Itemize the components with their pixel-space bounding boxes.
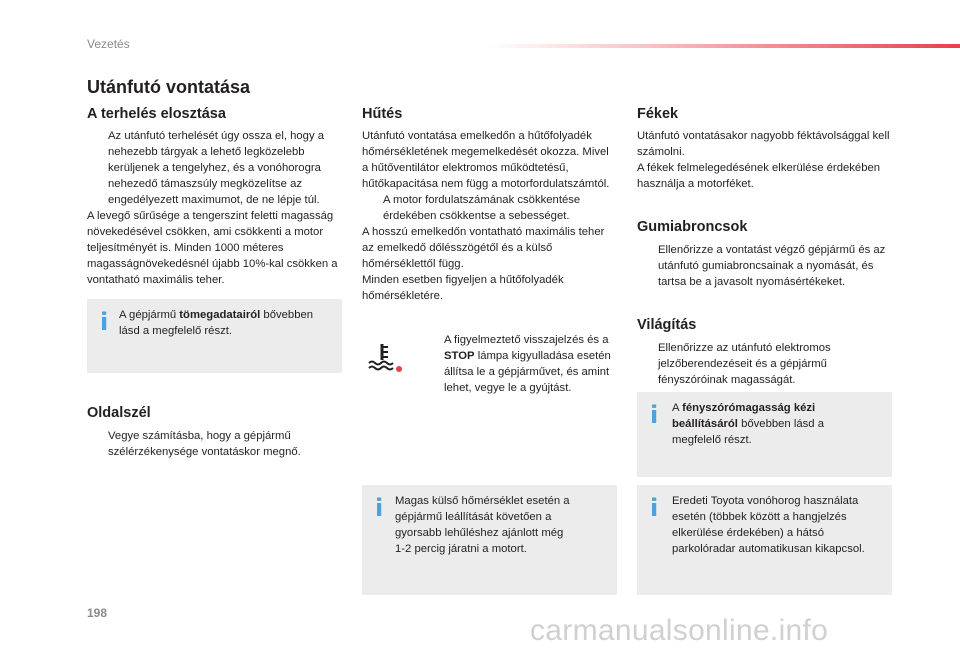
heading-cooling: Hűtés [362,106,403,122]
coolant-temperature-warning-icon [368,340,404,374]
engine-brake-paragraph: A fékek felmelegedésének elkerülése érdekében használja a motorféket. [637,162,881,190]
monitor-paragraph: Minden esetben figyeljen a hűtőfolyadék hőmérsékletére. [362,274,564,302]
heading-tyres: Gumiabroncsok [637,219,748,235]
col3-brakes-block [637,128,892,192]
col3-tyres-block [637,242,892,290]
info-text: Eredeti Toyota vonóhorog használata esetén (többek között a hangjelzés elkerülése érdekében) a hátsó parkolóradar automatikusan kikapcsol. [672,495,865,555]
section-label: Vezetés [87,37,130,51]
page-title: Utánfutó vontatása [87,77,251,97]
altitude-paragraph: A levegő sűrűsége a tengerszint feletti magasság növekedésével csökken, ami csökkenti a motor teljesítményét is. Minden 1000 méteres magasságnövekedésnél újabb 10%-kal csökken a vontatható maximális teher. [87,210,338,286]
bullet-item: Vegye számításba, hogy a gépjármű szélérzékenysége vontatáskor megnő. [108,430,301,458]
info-icon: i [100,308,109,336]
col2-text-block [362,128,617,304]
col1-text-block [87,128,342,288]
braking-distance-paragraph: Utánfutó vontatásakor nagyobb féktávolsággal kell számolni. [637,130,890,158]
bullet-item: Az utánfutó terhelését úgy ossza el, hogy a nehezebb tárgyak a lehető legközelebb kerüljenek a tengelyhez, és a vonóhorogra nehezedő támaszsúly megközelítse az engedélyezett maximumot, de ne lépje túl. [108,130,325,206]
info-box-headlamp [637,392,892,477]
info-icon: i [650,401,659,429]
page-number: 198 [87,606,108,620]
gradient-paragraph: A hosszú emelkedőn vontatható maximális teher az emelkedő dőlésszögétől és a külső hőmérséklettől függ. [362,226,605,270]
info-box-hot-weather [362,485,617,595]
heading-lighting: Világítás [637,317,697,333]
info-icon: i [375,494,384,522]
watermark: carmanualsonline.info [530,614,829,647]
bullet-item: Ellenőrizze a vontatást végző gépjármű és az utánfutó gumiabroncsainak a nyomását, és tartsa be a javasolt nyomásértékeket. [658,244,886,288]
bullet-item: A motor fordulatszámának csökkentése érdekében csökkentse a sebességet. [383,194,581,222]
info-icon: i [650,494,659,522]
info-box-tow-hook [637,485,892,595]
warning-text [423,332,618,396]
heading-crosswind: Oldalszél [87,405,151,421]
col3-lighting-block [637,340,892,388]
cooling-paragraph: Utánfutó vontatása emelkedőn a hűtőfolyadék hőmérsékletének megemelkedését okozza. Mivel a hűtőventilátor elektromos működtetésű, hűtőkapacitása nem függ a motorfordulatszámtól. [362,130,610,190]
info-text: A fényszórómagasság kézi beállításáról bővebben lásd a megfelelő részt. [672,402,824,446]
info-text: A gépjármű tömegadatairól bővebben lásd a megfelelő részt. [119,309,314,337]
bullet-item: Ellenőrizze az utánfutó elektromos jelzőberendezéseit és a gépjármű fényszóróinak magasságát. [658,342,831,386]
bullet-item: A figyelmeztető visszajelzés és a STOP lámpa kigyulladása esetén állítsa le a gépjárművet, és amint lehet, vegye le a gyújtást. [444,334,611,394]
header-accent-bar [487,44,960,48]
col1-crosswind-block [87,428,342,460]
info-text: Magas külső hőmérséklet esetén a gépjármű leállítását követően a gyorsabb lehűléshez ajánlott még 1-2 percig járatni a motort. [395,495,570,555]
heading-brakes: Fékek [637,106,679,122]
info-box-mass [87,299,342,373]
heading-load-distribution: A terhelés elosztása [87,106,226,122]
